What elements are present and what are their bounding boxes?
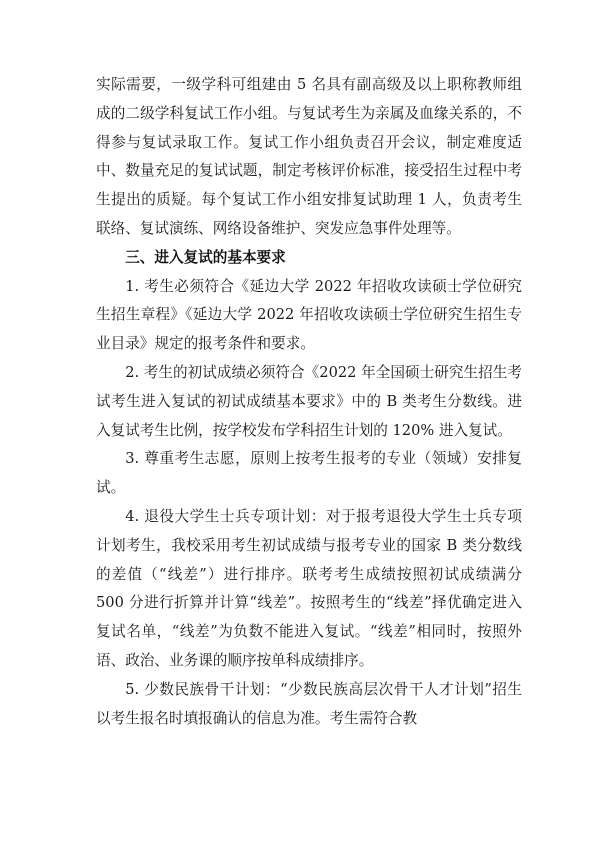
list-item-3: 3. 尊重考生志愿，原则上按考生报考的专业（领域）安排复试。: [96, 450, 522, 497]
list-item-2: 2. 考生的初试成绩必须符合《2022 年全国硕士研究生招生考试考生进入复试的初试成绩基本要求》中的 B 类考生分数线。进入复试考生比例，按学校发布学科招生计划的 120% 进入复试。: [96, 363, 522, 439]
list-item-1: 1. 考生必须符合《延边大学 2022 年招收攻读硕士学位研究生招生章程》《延边大学 2022 年招收攻读硕士学位研究生招生专业目录》规定的报考条件和要求。: [96, 277, 522, 353]
document-body: [96, 71, 522, 733]
continuation-paragraph: 实际需要，一级学科可组建由 5 名具有副高级及以上职称教师组成的二级学科复试工作小组。与复试考生为亲属及血缘关系的，不得参与复试录取工作。复试工作小组负责召开会议，制定难度适中、数量充足的复试试题，制定考核评价标准，接受招生过程中考生提出的质疑。每个复试工作小组安排复试助理 1 人，负责考生联络、复试演练、网络设备维护、突发应急事件处理等。: [96, 76, 522, 237]
list-item-5: 5. 少数民族骨干计划：“少数民族高层次骨干人才计划”招生以考生报名时填报确认的信息为准。考生需符合教: [96, 680, 522, 727]
section-heading: 三、进入复试的基本要求: [125, 248, 286, 266]
list-item-4: 4. 退役大学生士兵专项计划：对于报考退役大学生士兵专项计划考生，我校采用考生初试成绩与报考专业的国家 B 类分数线的差值（“线差”）进行排序。联考考生成绩按照初试成绩满分 500 分进行折算并计算“线差”。按照考生的“线差”择优确定进入复试名单，“线差”为负数不能进入复试。“线差”相同时，按照外语、政治、业务课的顺序按单科成绩排序。: [96, 507, 522, 669]
